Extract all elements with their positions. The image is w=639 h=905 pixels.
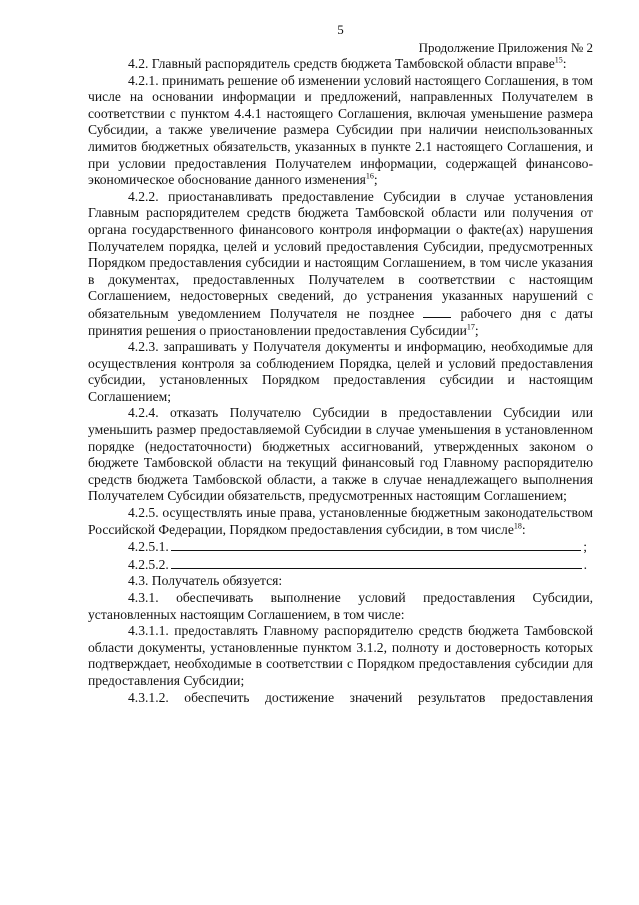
paragraph-4-2-3: 4.2.3. запрашивать у Получателя документы и информацию, необходимые для осуществления контроля за соблюдением Порядка, целей и условий предоставления субсидии, установленных Порядком предоставления субсидии и настоящим Соглашением;	[88, 339, 593, 404]
continuation-header: Продолжение Приложения № 2	[418, 40, 593, 55]
footnote-ref: 16	[365, 171, 374, 181]
paragraph-4-2	[88, 56, 593, 73]
footnote-ref: 15	[554, 55, 563, 65]
page-number: 5	[337, 22, 344, 37]
paragraph-4-3-1-1: 4.3.1.1. предоставлять Главному распорядителю средств бюджета Тамбовской области документы, установленные пунктом 3.1.2, полноту и достоверность которых подтверждает, необходимые в соответствии с Порядком предоставления субсидии для предоставления Субсидии;	[88, 623, 593, 688]
footnote-ref: 18	[513, 521, 522, 531]
paragraph-4-2-4: 4.2.4. отказать Получателю Субсидии в предоставлении Субсидии или уменьшить размер предоставляемой Субсидии в случае уменьшения в установленном порядке (недостаточности) бюджетных ассигнований, утвержденных законом о бюджете Тамбовской области на текущий финансовый год Главному распорядителю средств бюджета Тамбовской области, а также в случае ненадлежащего выполнения Получателем Субсидии обязательств, предусмотренных настоящим Соглашением;	[88, 405, 593, 504]
punctuation: ;	[583, 539, 587, 555]
blank-line	[171, 538, 581, 551]
punctuation: :	[521, 521, 526, 537]
item-label: 4.2.5.1.	[128, 539, 169, 555]
paragraph-text: 4.2.1. принимать решение об изменении условий настоящего Соглашения, в том числе на основании информации и предложений, направленных Получателем в соответствии с пунктом 4.4.1 настоящего Соглашения, включая уменьшение размера Субсидии, а также увеличение размера Субсидии при наличии неиспользованных лимитов бюджетных обязательств, указанных в пункте 2.1 настоящего Соглашения, и при условии предоставления Получателем информации, содержащей финансово-экономическое обоснование данного изменения	[88, 72, 593, 188]
paragraph-4-3: 4.3. Получатель обязуется:	[128, 573, 283, 589]
paragraph-4-2-1	[88, 73, 593, 189]
paragraph-text: 4.2.2. приостанавливать предоставление Субсидии в случае установления Главным распорядителем средств бюджета Тамбовской области или получения от органа государственного финансового контроля информации о факте(ах) нарушения Получателем порядка, целей и условий предоставления Субсидии, предусмотренных Порядком предоставления субсидии и настоящим Соглашением, в том числе указания в документах, предоставленных Получателем в соответствии с настоящим Соглашением, недостоверных сведений, до устранения указанных нарушений с обязательным уведомлением Получателя не позднее	[88, 188, 593, 321]
paragraph-4-2-5	[88, 505, 593, 538]
paragraph-text: 4.2. Главный распорядитель средств бюджета Тамбовской области вправе	[128, 56, 555, 71]
blank-days-field	[423, 305, 451, 318]
paragraph-4-3-1: 4.3.1. обеспечивать выполнение условий предоставления Субсидии, установленных настоящим Соглашением, в том числе:	[88, 590, 593, 622]
paragraph-4-2-2	[88, 189, 593, 339]
paragraph-text: 4.2.5. осуществлять иные права, установленные бюджетным законодательством Российской Федерации, Порядком предоставления субсидии, в том числе	[88, 505, 593, 537]
punctuation: .	[583, 556, 587, 572]
punctuation: ;	[373, 172, 378, 188]
paragraph-4-3-1-2: 4.3.1.2. обеспечить достижение значений результатов предоставления	[128, 689, 593, 705]
punctuation: ;	[474, 322, 479, 338]
paragraph-text: рабочего дня с даты принятия решения о приостановлении предоставления Субсидии	[88, 305, 593, 338]
punctuation: :	[562, 56, 567, 71]
item-4-2-5-1	[88, 538, 593, 556]
item-4-2-5-2	[88, 556, 593, 574]
footnote-ref: 17	[466, 321, 475, 331]
blank-line	[171, 556, 582, 569]
item-label: 4.2.5.2.	[128, 556, 169, 572]
